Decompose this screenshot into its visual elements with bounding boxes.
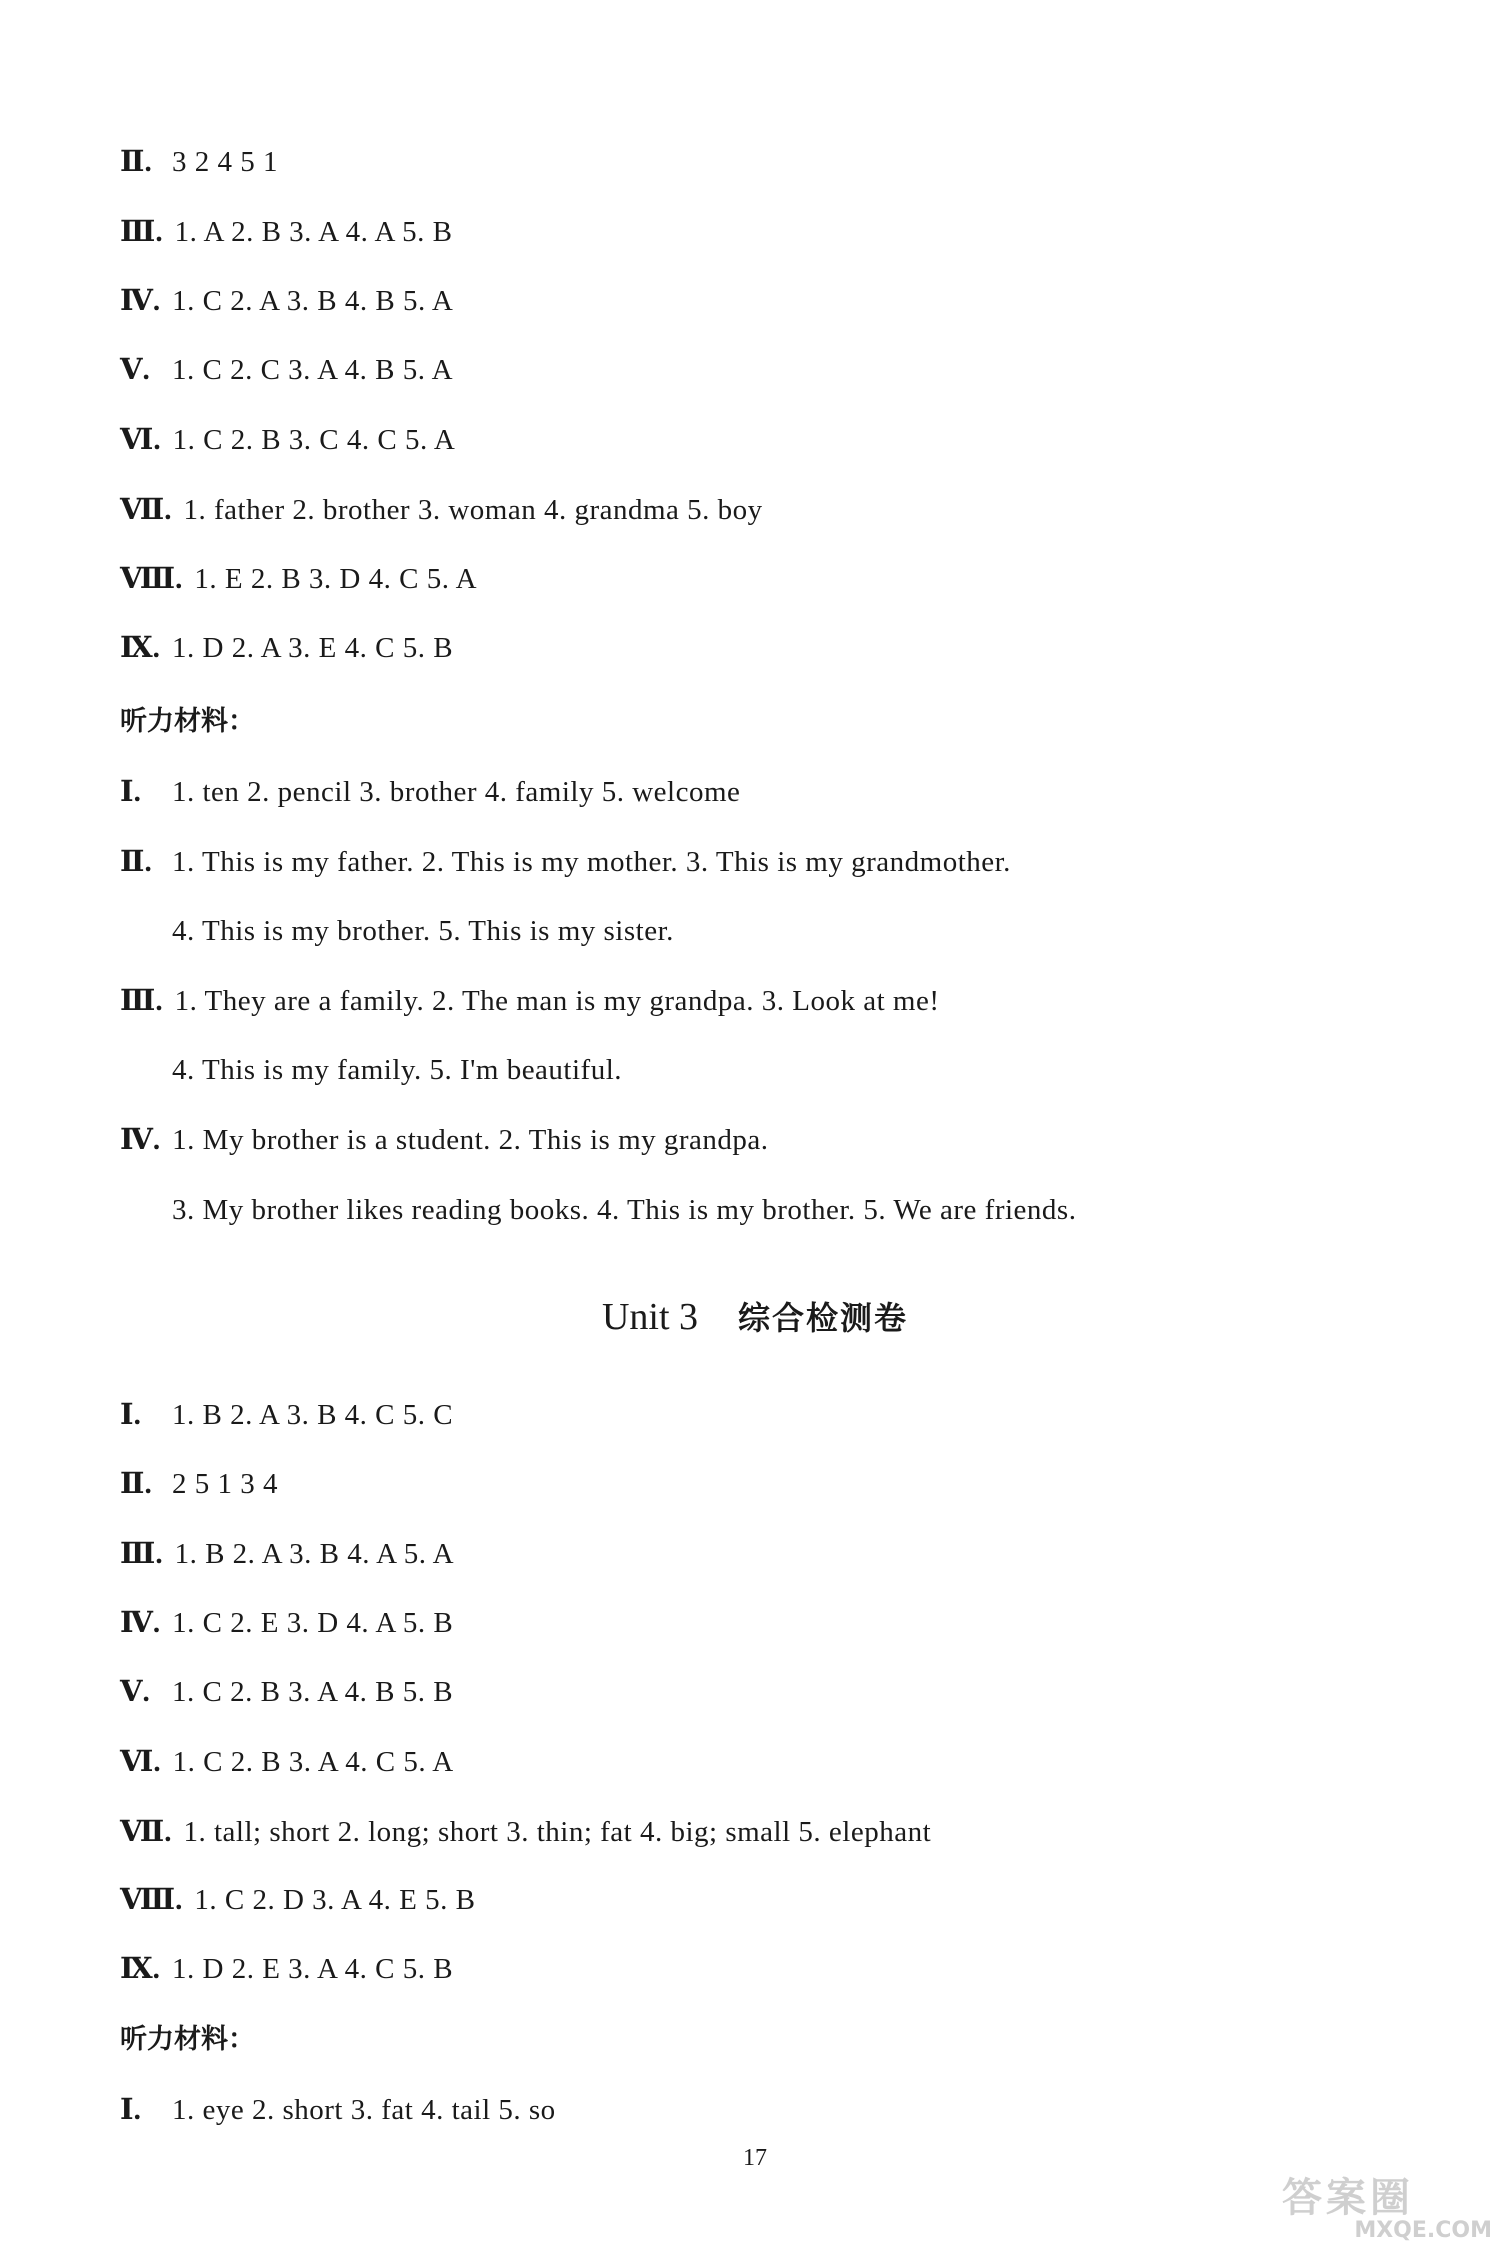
- listening-line: Ⅰ. 1. eye 2. short 3. fat 4. tail 5. so: [120, 2094, 556, 2126]
- answer-line: Ⅳ. 1. C 2. A 3. B 4. B 5. A: [120, 285, 454, 317]
- watermark-url: MXQE.COM: [1354, 2218, 1492, 2243]
- listening-line: Ⅰ. 1. ten 2. pencil 3. brother 4. family 5. welcome: [120, 776, 741, 808]
- answer-line: Ⅷ. 1. E 2. B 3. D 4. C 5. A: [120, 563, 478, 595]
- answer-line: Ⅱ. 3 2 4 5 1: [120, 146, 278, 178]
- site-watermark: [1282, 2176, 1492, 2242]
- answer-line: Ⅵ. 1. C 2. B 3. A 4. C 5. A: [120, 1746, 454, 1778]
- watermark-logo-text: 答案圈: [1282, 2175, 1414, 2221]
- answer-line: Ⅷ. 1. C 2. D 3. A 4. E 5. B: [120, 1884, 476, 1916]
- unit-title: [0, 1290, 1510, 1345]
- answer-line: Ⅵ. 1. C 2. B 3. C 4. C 5. A: [120, 424, 456, 456]
- unit-number: Unit 3: [601, 1296, 699, 1338]
- answer-line: Ⅲ. 1. A 2. B 3. A 4. A 5. B: [120, 216, 453, 248]
- listening-line: Ⅲ. 1. They are a family. 2. The man is my grandpa. 3. Look at me!: [120, 985, 940, 1017]
- listening-material-label: 听力材料：: [120, 2024, 255, 2055]
- answer-line: Ⅸ. 1. D 2. A 3. E 4. C 5. B: [120, 632, 454, 664]
- answer-line: Ⅴ. 1. C 2. B 3. A 4. B 5. B: [120, 1676, 454, 1708]
- answer-line: Ⅶ. 1. tall; short 2. long; short 3. thin; fat 4. big; small 5. elephant: [120, 1816, 932, 1848]
- listening-line: 3. My brother likes reading books. 4. This is my brother. 5. We are friends.: [172, 1194, 1077, 1226]
- answer-line: Ⅶ. 1. father 2. brother 3. woman 4. grandma 5. boy: [120, 494, 763, 526]
- listening-line: 4. This is my brother. 5. This is my sister.: [172, 915, 674, 947]
- listening-line: Ⅱ. 1. This is my father. 2. This is my mother. 3. This is my grandmother.: [120, 846, 1011, 878]
- listening-line: 4. This is my family. 5. I'm beautiful.: [172, 1054, 623, 1086]
- page-number: 17: [743, 2145, 767, 2171]
- unit-test-name: 综合检测卷: [738, 1299, 909, 1337]
- answer-line: Ⅲ. 1. B 2. A 3. B 4. A 5. A: [120, 1538, 455, 1570]
- answer-line: Ⅰ. 1. B 2. A 3. B 4. C 5. C: [120, 1399, 454, 1431]
- answer-line: Ⅴ. 1. C 2. C 3. A 4. B 5. A: [120, 354, 454, 386]
- answer-line: Ⅸ. 1. D 2. E 3. A 4. C 5. B: [120, 1953, 454, 1985]
- answer-line: Ⅳ. 1. C 2. E 3. D 4. A 5. B: [120, 1607, 454, 1639]
- listening-line: Ⅳ. 1. My brother is a student. 2. This is my grandpa.: [120, 1124, 769, 1156]
- listening-material-label: 听力材料：: [120, 706, 255, 737]
- answer-line: Ⅱ. 2 5 1 3 4: [120, 1468, 278, 1500]
